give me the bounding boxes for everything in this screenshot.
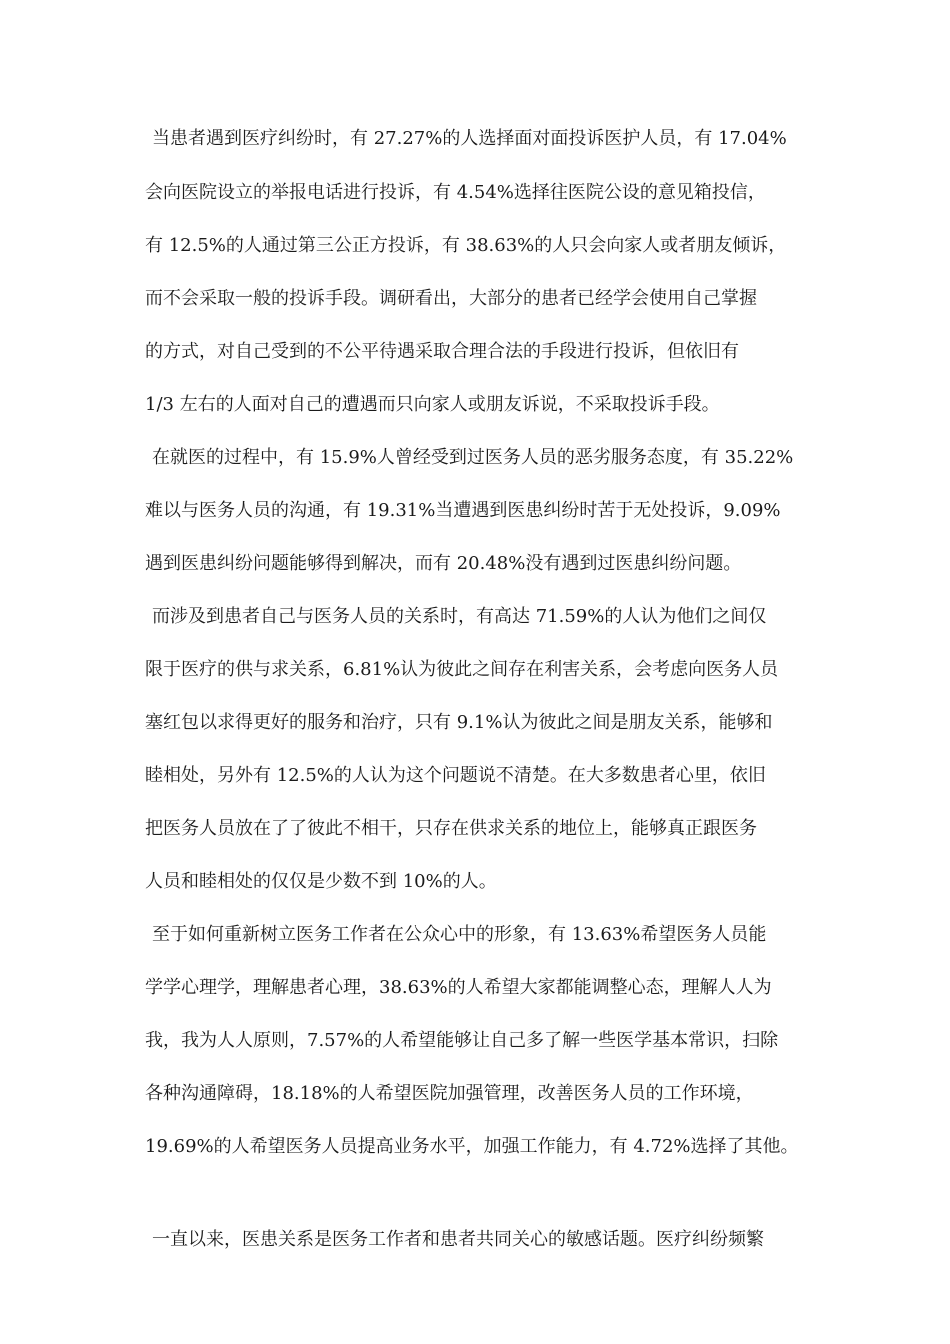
paragraph-line: 19.69%的人希望医务人员提高业务水平，加强工作能力，有 4.72%选择了其他。	[145, 1136, 799, 1157]
paragraph-line: 至于如何重新树立医务工作者在公众心中的形象，有 13.63%希望医务人员能	[152, 924, 767, 945]
paragraph-line: 当患者遇到医疗纠纷时，有 27.27%的人选择面对面投诉医护人员，有 17.04%	[152, 128, 787, 149]
paragraph-line: 在就医的过程中，有 15.9%人曾经受到过医务人员的恶劣服务态度，有 35.22%	[152, 447, 794, 468]
paragraph-line: 限于医疗的供与求关系，6.81%认为彼此之间存在利害关系，会考虑向医务人员	[145, 659, 779, 680]
paragraph-line: 塞红包以求得更好的服务和治疗，只有 9.1%认为彼此之间是朋友关系，能够和	[145, 712, 773, 733]
paragraph-line: 睦相处，另外有 12.5%的人认为这个问题说不清楚。在大多数患者心里，依旧	[145, 765, 766, 786]
paragraph-line: 一直以来，医患关系是医务工作者和患者共同关心的敏感话题。医疗纠纷频繁	[152, 1229, 764, 1250]
paragraph-line: 而不会采取一般的投诉手段。调研看出，大部分的患者已经学会使用自己掌握	[145, 288, 757, 309]
paragraph-line: 各种沟通障碍，18.18%的人希望医院加强管理，改善医务人员的工作环境，	[145, 1083, 754, 1104]
paragraph-line: 而涉及到患者自己与医务人员的关系时，有高达 71.59%的人认为他们之间仅	[152, 606, 767, 627]
paragraph-line: 学学心理学，理解患者心理，38.63%的人希望大家都能调整心态，理解人人为	[145, 977, 772, 998]
paragraph-line: 有 12.5%的人通过第三公正方投诉，有 38.63%的人只会向家人或者朋友倾诉，	[145, 235, 787, 256]
paragraph-line: 我，我为人人原则，7.57%的人希望能够让自己多了解一些医学基本常识，扫除	[145, 1030, 779, 1051]
paragraph-line: 会向医院设立的举报电话进行投诉，有 4.54%选择往医院公设的意见箱投信，	[145, 182, 766, 203]
paragraph-line: 的方式，对自己受到的不公平待遇采取合理合法的手段进行投诉，但依旧有	[145, 341, 739, 362]
paragraph-line: 遇到医患纠纷问题能够得到解决，而有 20.48%没有遇到过医患纠纷问题。	[145, 553, 742, 574]
paragraph-line: 人员和睦相处的仅仅是少数不到 10%的人。	[145, 871, 497, 892]
paragraph-line: 1/3 左右的人面对自己的遭遇而只向家人或朋友诉说，不采取投诉手段。	[145, 394, 720, 415]
paragraph-line: 把医务人员放在了了彼此不相干，只存在供求关系的地位上，能够真正跟医务	[145, 818, 757, 839]
paragraph-line: 难以与医务人员的沟通，有 19.31%当遭遇到医患纠纷时苦于无处投诉，9.09%	[145, 500, 781, 521]
